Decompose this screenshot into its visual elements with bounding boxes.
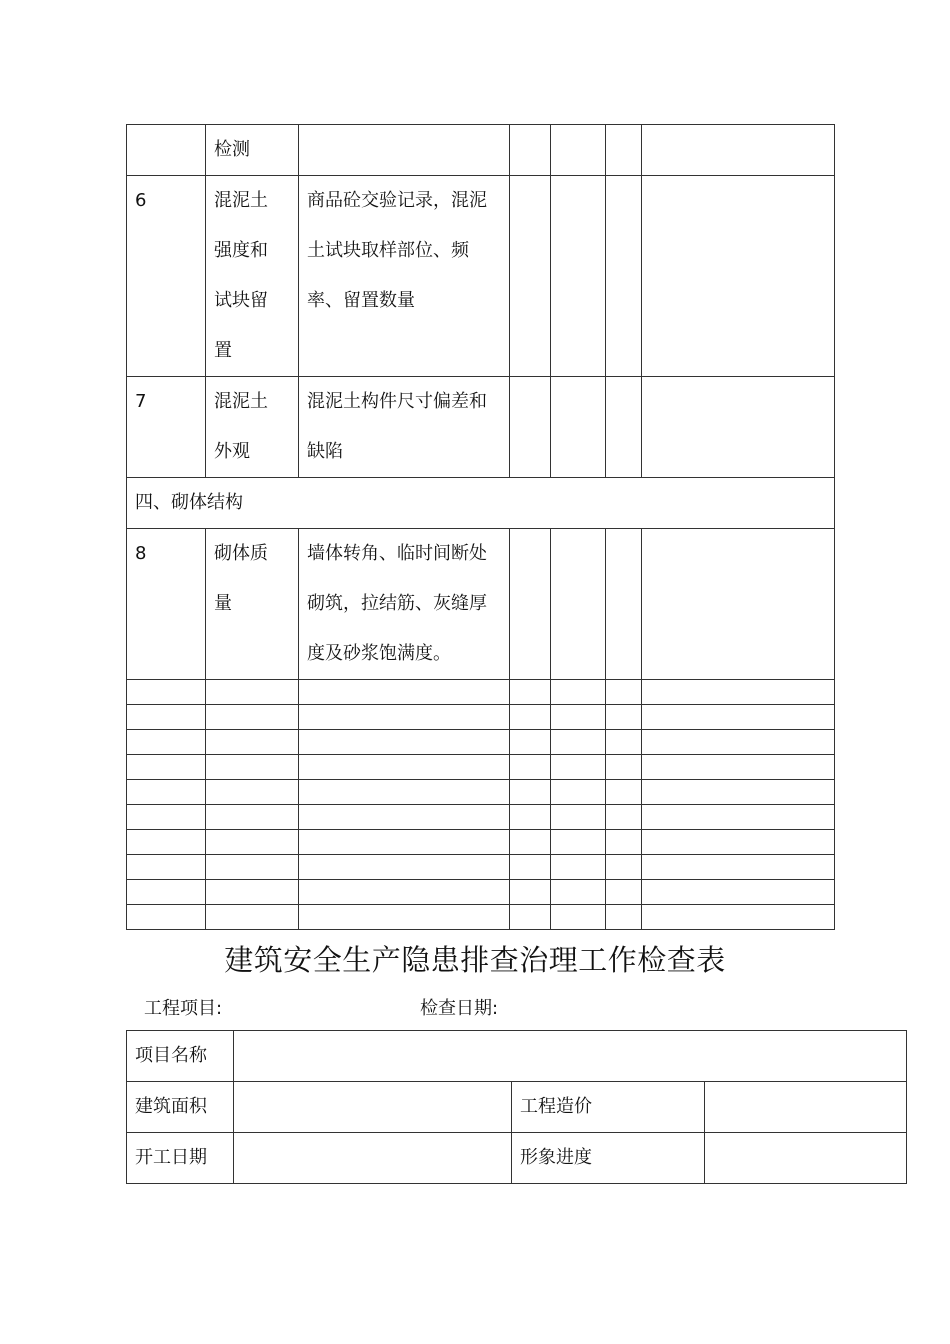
content-cell: 墙体转角、临时间断处 砌筑，拉结筋、灰缝厚 度及砂浆饱满度。 xyxy=(299,529,510,680)
content-cell: 混泥土构件尺寸偏差和 缺陷 xyxy=(299,377,510,478)
start-date-value[interactable] xyxy=(234,1133,512,1184)
area-label: 建筑面积 xyxy=(127,1082,234,1133)
empty-row xyxy=(127,855,835,880)
section-heading: 四、砌体结构 xyxy=(127,478,835,529)
item-cell: 砌体质 量 xyxy=(206,529,299,680)
empty-row xyxy=(127,830,835,855)
row-number: 6 xyxy=(127,176,206,377)
project-label: 工程项目: xyxy=(144,998,223,1019)
progress-value[interactable] xyxy=(705,1133,907,1184)
empty-row xyxy=(127,730,835,755)
empty-row xyxy=(127,680,835,705)
project-name-value[interactable] xyxy=(234,1031,907,1082)
item-cell: 检测 xyxy=(206,125,299,176)
row-number: 7 xyxy=(127,377,206,478)
content-cell xyxy=(299,125,510,176)
table-row xyxy=(127,377,835,478)
table-row xyxy=(127,1031,907,1082)
area-value[interactable] xyxy=(234,1082,512,1133)
item-cell: 混泥土 强度和 试块留 置 xyxy=(206,176,299,377)
item-cell: 混泥土 外观 xyxy=(206,377,299,478)
progress-label: 形象进度 xyxy=(512,1133,705,1184)
table-row xyxy=(127,176,835,377)
section-row xyxy=(127,478,835,529)
cost-value[interactable] xyxy=(705,1082,907,1133)
empty-row xyxy=(127,755,835,780)
empty-row xyxy=(127,780,835,805)
empty-row xyxy=(127,905,835,930)
start-date-label: 开工日期 xyxy=(127,1133,234,1184)
table-row xyxy=(127,125,835,176)
inspection-table xyxy=(126,124,835,930)
table-row xyxy=(127,1133,907,1184)
form-title: 建筑安全生产隐患排查治理工作检查表 xyxy=(224,943,726,977)
table-row xyxy=(127,529,835,680)
empty-row xyxy=(127,880,835,905)
row-number: 8 xyxy=(127,529,206,680)
info-table xyxy=(126,1030,907,1184)
cost-label: 工程造价 xyxy=(512,1082,705,1133)
empty-row xyxy=(127,805,835,830)
project-name-label: 项目名称 xyxy=(127,1031,234,1082)
date-label: 检查日期: xyxy=(420,998,499,1019)
empty-row xyxy=(127,705,835,730)
content-cell: 商品砼交验记录，混泥 土试块取样部位、频 率、留置数量 xyxy=(299,176,510,377)
table-row xyxy=(127,1082,907,1133)
